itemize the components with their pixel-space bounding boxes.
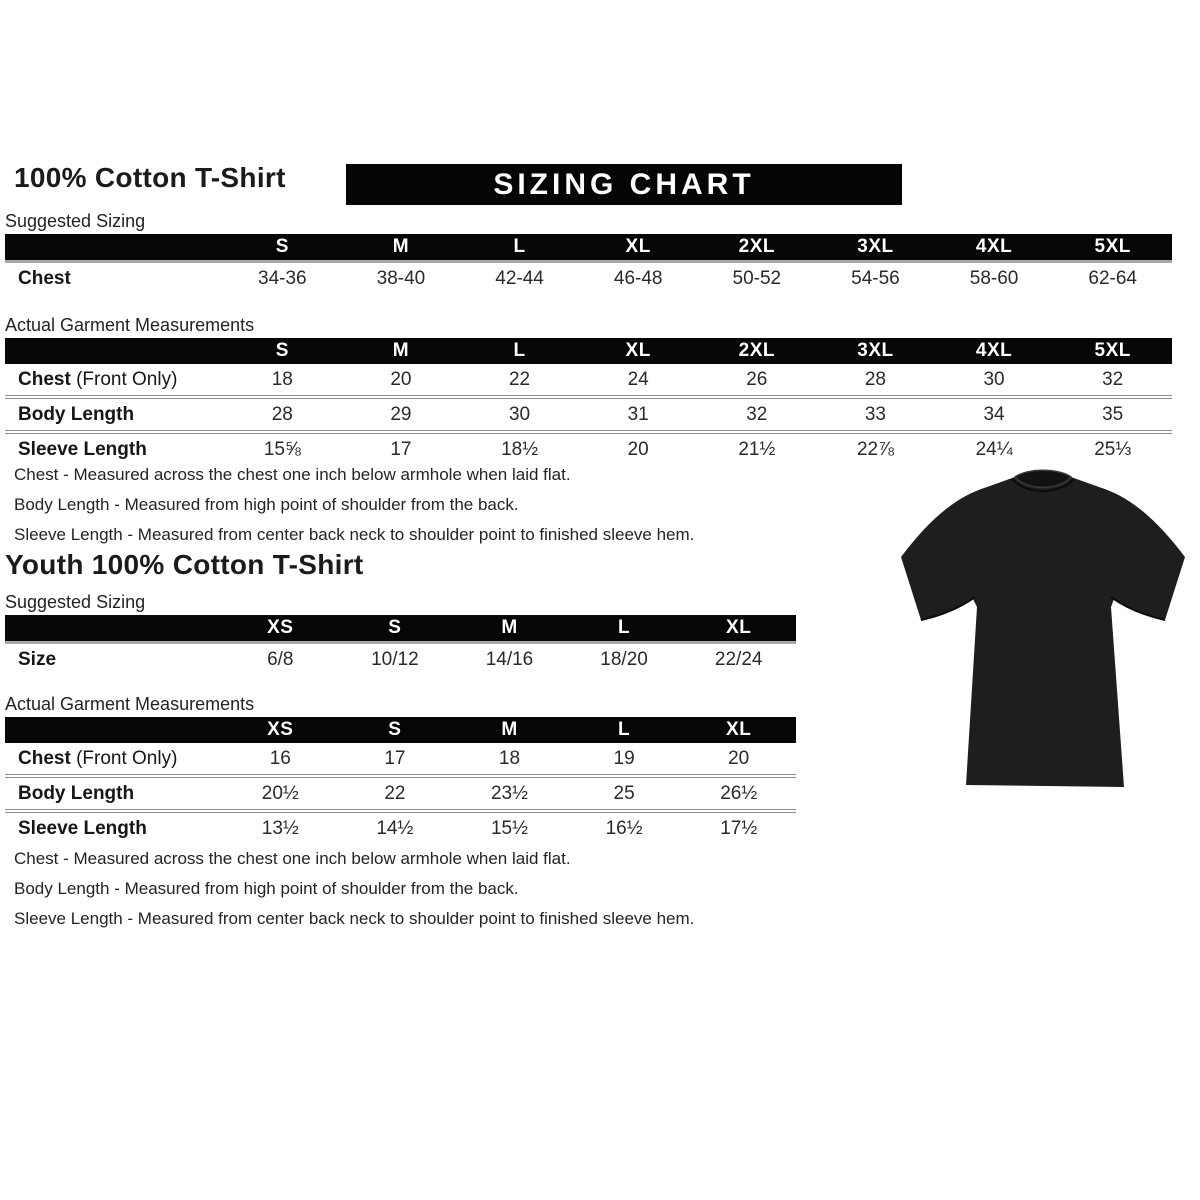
size-column-header: 3XL [816,338,935,364]
adult-suggested-sizing-table [5,234,1172,294]
table-row [5,432,1172,465]
row-label: Chest [18,268,71,289]
measurement-cell: 32 [698,397,817,432]
size-column-header: 2XL [698,234,817,262]
table-row [5,811,796,844]
measurement-cell: 25 [567,776,682,811]
size-column-header: S [338,615,453,643]
measurement-cell: 25⅓ [1053,432,1172,465]
measurement-cell: 18/20 [600,649,648,670]
measurement-cell: 17 [384,748,406,769]
measurement-cell: 15½ [452,811,567,844]
size-column-header: M [342,338,461,364]
adult-actual-measurements-table [5,338,1172,465]
size-column-header: XL [579,338,698,364]
measurement-cell: 13½ [223,811,338,844]
adult-section-title: 100% Cotton T-Shirt [14,162,286,193]
youth-suggested-sizing-table [5,615,796,675]
table-row [5,262,1172,295]
measurement-cell: 17½ [681,811,796,844]
note-chest: Chest - Measured across the chest one inch below armhole when laid flat. [14,465,571,484]
measurement-cell: 18 [271,369,293,390]
table-row [5,776,796,811]
measurement-cell: 34 [935,397,1054,432]
youth-suggested-sizing-label: Suggested Sizing [5,592,146,612]
measurement-cell: 30 [983,369,1005,390]
measurement-cell: 17 [342,432,461,465]
header-label-spacer [5,717,223,743]
measurement-cell: 34-36 [258,268,307,289]
measurement-cell: 6/8 [267,649,294,670]
measurement-cell: 23½ [452,776,567,811]
measurement-cell: 22/24 [714,649,763,670]
measurement-cell: 20 [579,432,698,465]
measurement-cell: 50-52 [732,268,782,289]
row-label: Sleeve Length [5,432,223,465]
measurement-cell: 24 [627,369,649,390]
size-column-header: M [452,615,567,643]
measurement-cell: 42-44 [495,268,544,289]
measurement-cell: 19 [613,748,635,769]
adult-suggested-sizing-label: Suggested Sizing [5,211,146,231]
row-label: Body Length [5,397,223,432]
measurement-cell: 31 [579,397,698,432]
size-column-header: M [342,234,461,262]
measurement-cell: 26 [746,369,768,390]
measurement-cell: 30 [460,397,579,432]
measurement-cell: 10/12 [371,649,419,670]
header-row [5,338,1172,364]
youth-actual-measurements-table [5,717,796,844]
measurement-cell: 20 [390,369,412,390]
measurement-cell: 29 [342,397,461,432]
note-body-length: Body Length - Measured from high point of shoulder from the back. [14,879,519,898]
size-column-header: XL [681,615,796,643]
measurement-cell: 58-60 [969,268,1019,289]
size-column-header: XS [223,717,338,743]
tshirt-body [901,472,1185,787]
measurement-cell: 20½ [223,776,338,811]
measurement-cell: 16½ [567,811,682,844]
size-column-header: L [460,234,579,262]
header-label-spacer [5,615,223,643]
size-column-header: XL [681,717,796,743]
measurement-cell: 14/16 [485,649,534,670]
size-column-header: M [452,717,567,743]
measurement-cell: 22 [338,776,453,811]
size-column-header: L [460,338,579,364]
measurement-cell: 14½ [338,811,453,844]
measurement-cell: 28 [864,369,886,390]
table-row [5,364,1172,397]
tshirt-photo [893,465,1193,800]
header-row [5,717,796,743]
measurement-cell: 18½ [460,432,579,465]
size-column-header: XL [579,234,698,262]
note-sleeve-length: Sleeve Length - Measured from center back neck to shoulder point to finished sleeve hem. [14,525,695,544]
header-label-spacer [5,338,223,364]
size-column-header: 5XL [1053,338,1172,364]
size-column-header: 4XL [935,338,1054,364]
size-column-header: L [567,717,682,743]
size-column-header: 5XL [1053,234,1172,262]
header-row [5,234,1172,262]
size-column-header: 4XL [935,234,1054,262]
measurement-cell: 16 [269,748,291,769]
measurement-cell: 62-64 [1088,268,1137,289]
measurement-cell: 20 [728,748,750,769]
header-label-spacer [5,234,223,262]
size-column-header: 3XL [816,234,935,262]
row-label: Body Length [5,776,223,811]
adult-actual-measurements-label: Actual Garment Measurements [5,315,255,335]
note-body-length: Body Length - Measured from high point of shoulder from the back. [14,495,519,514]
table-row [5,643,796,676]
youth-section-title: Youth 100% Cotton T-Shirt [5,549,364,580]
measurement-cell: 22⅞ [816,432,935,465]
measurement-cell: 26½ [681,776,796,811]
measurement-cell: 38-40 [376,268,426,289]
measurement-cell: 28 [223,397,342,432]
measurement-cell: 54-56 [851,268,900,289]
header-row [5,615,796,643]
row-label: Sleeve Length [5,811,223,844]
measurement-cell: 24¼ [935,432,1054,465]
size-column-header: L [567,615,682,643]
measurement-cell: 15⅝ [223,432,342,465]
measurement-cell: 21½ [698,432,817,465]
measurement-cell: 35 [1053,397,1172,432]
adult-measurement-notes [14,464,694,554]
table-row [5,397,1172,432]
measurement-cell: 33 [816,397,935,432]
size-column-header: S [223,234,342,262]
tshirt-image [893,465,1193,800]
size-column-header: S [223,338,342,364]
measurement-cell: 32 [1102,369,1124,390]
youth-measurement-notes [14,848,694,938]
measurement-cell: 22 [508,369,531,390]
measurement-cell: 46-48 [613,268,663,289]
measurement-cell: 18 [498,748,521,769]
note-sleeve-length: Sleeve Length - Measured from center back neck to shoulder point to finished sleeve hem. [14,909,695,928]
table-row [5,743,796,776]
row-label: Chest (Front Only) [18,369,178,390]
youth-actual-measurements-label: Actual Garment Measurements [5,694,255,714]
sizing-chart-banner [346,164,902,205]
size-column-header: XS [223,615,338,643]
row-label: Size [18,649,57,670]
note-chest: Chest - Measured across the chest one inch below armhole when laid flat. [14,849,571,868]
sizing-chart-banner-text: SIZING CHART [493,167,755,201]
size-column-header: 2XL [698,338,817,364]
row-label: Chest (Front Only) [18,748,178,769]
size-column-header: S [338,717,453,743]
